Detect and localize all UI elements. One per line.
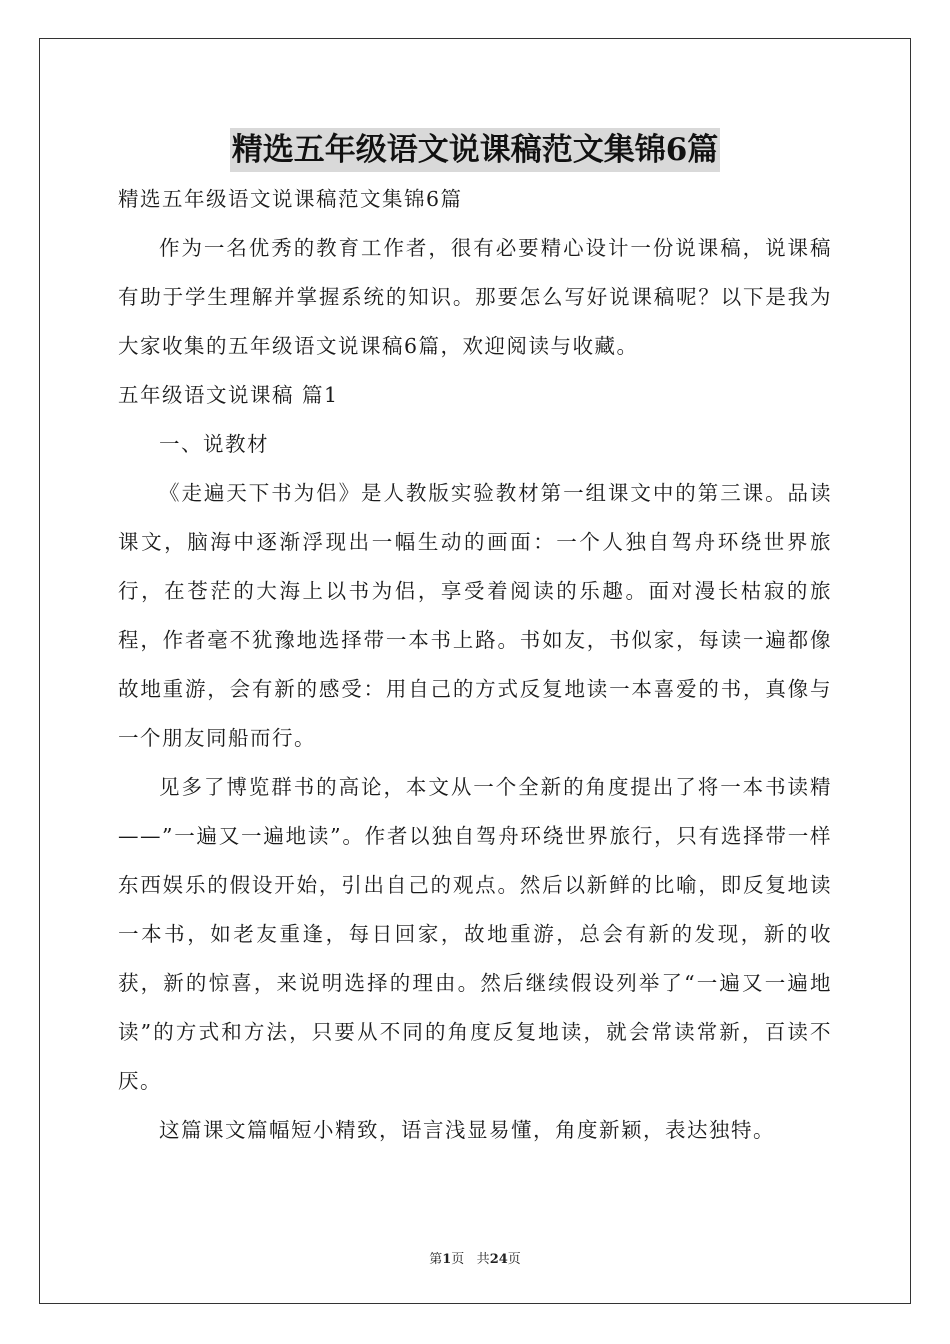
title-container: [0, 128, 950, 172]
body-paragraph: 见多了博览群书的高论，本文从一个全新的角度提出了将一本书读精——”一遍又一遍地读”。作者以独自驾舟环绕世界旅行，只有选择带一样东西娱乐的假设开始，引出自己的观点。然后以新鲜的比喻，即反复地读一本书，如老友重逢，每日回家，故地重游，总会有新的发现，新的收获，新的惊喜，来说明选择的理由。然后继续假设列举了“一遍又一遍地读”的方式和方法，只要从不同的角度反复地读，就会常读常新，百读不厌。: [118, 775, 832, 1093]
page-footer: [0, 1248, 950, 1267]
page-current: 1: [442, 1252, 452, 1267]
body-paragraph: 这篇课文篇幅短小精致，语言浅显易懂，角度新颖，表达独特。: [159, 1118, 775, 1142]
total-suffix: 页: [507, 1252, 521, 1267]
page-prefix: 第: [429, 1252, 443, 1267]
page-suffix: 页: [451, 1252, 465, 1267]
body-paragraph: 一、说教材: [159, 432, 269, 456]
page-total: 24: [489, 1252, 508, 1267]
body-paragraph: 作为一名优秀的教育工作者，很有必要精心设计一份说课稿，说课稿有助于学生理解并掌握系统的知识。那要怎么写好说课稿呢？以下是我为大家收集的五年级语文说课稿6篇，欢迎阅读与收藏。: [118, 236, 832, 358]
body-paragraph: 精选五年级语文说课稿范文集锦6篇: [118, 187, 463, 211]
body-paragraph: 《走遍天下书为侣》是人教版实验教材第一组课文中的第三课。品读课文，脑海中逐渐浮现出一幅生动的画面：一个人独自驾舟环绕世界旅行，在苍茫的大海上以书为侣，享受着阅读的乐趣。面对漫长枯寂的旅程，作者毫不犹豫地选择带一本书上路。书如友，书似家，每读一遍都像故地重游，会有新的感受：用自己的方式反复地读一本喜爱的书，真像与一个朋友同船而行。: [118, 481, 832, 750]
body-paragraph: 五年级语文说课稿 篇1: [118, 383, 339, 407]
document-title: 精选五年级语文说课稿范文集锦6篇: [230, 128, 721, 172]
total-prefix: 共: [476, 1252, 490, 1267]
document-body: [118, 175, 832, 1155]
